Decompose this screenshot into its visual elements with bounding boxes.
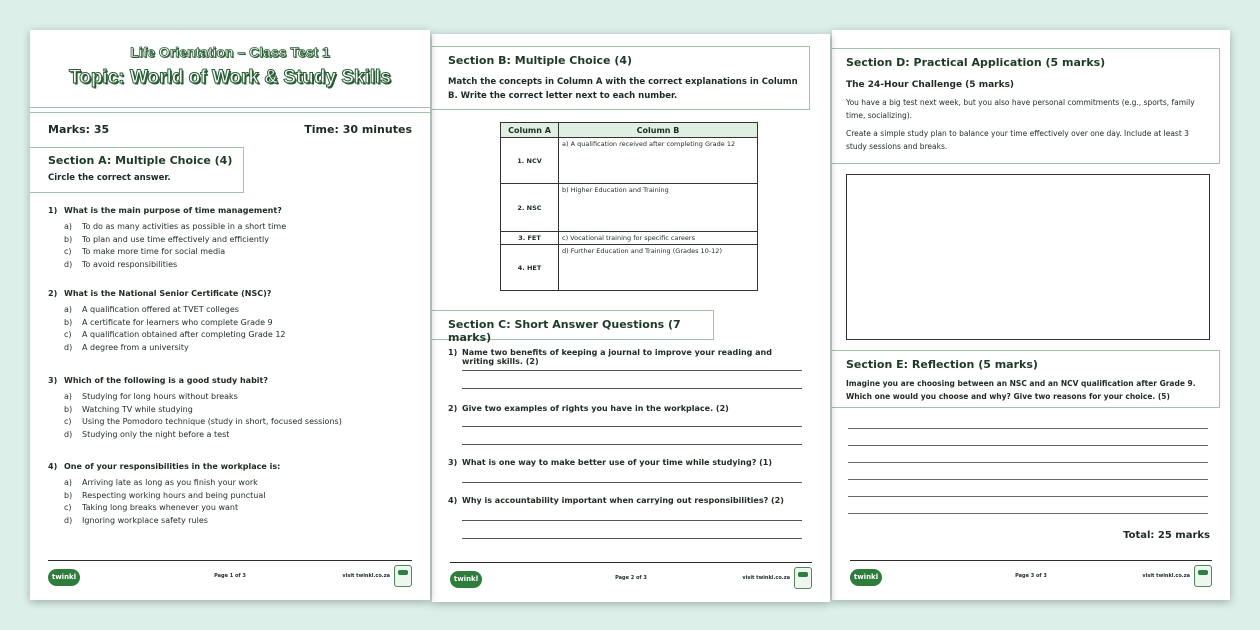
worksheet-page-1 (30, 30, 430, 600)
short-answer-question (448, 458, 804, 467)
worksheet-page-3 (832, 30, 1230, 600)
option-letter: d) (64, 515, 73, 525)
worksheet-page-2 (432, 34, 830, 602)
question-number: 1) (48, 206, 58, 215)
question-text: What is one way to make better use of your time while studying? (1) (462, 458, 773, 467)
question-text: Which of the following is a good study habit? (64, 376, 269, 385)
table-row (501, 138, 758, 184)
footer-rule (850, 560, 1212, 561)
twinkl-logo[interactable]: twinkl (850, 569, 882, 586)
page-number: Page 3 of 3 (1015, 573, 1047, 579)
column-b-cell: b) Higher Education and Training (559, 184, 758, 232)
column-b-cell: d) Further Education and Training (Grades 10-12) (559, 245, 758, 291)
question-block (48, 206, 418, 271)
option-text: To avoid responsibilities (82, 259, 178, 269)
section-c-box (432, 310, 714, 344)
column-header: Column B (559, 123, 758, 138)
matching-table (500, 122, 758, 291)
option-letter: c) (64, 417, 72, 426)
option-text: Studying only the night before a test (82, 429, 230, 439)
quality-badge-icon (1194, 565, 1212, 587)
question-number: 2) (448, 404, 458, 413)
section-a-box (30, 147, 244, 193)
option-text: Watching TV while studying (82, 404, 193, 414)
answer-option[interactable] (64, 234, 418, 247)
option-letter: a) (64, 305, 73, 314)
question-block (48, 376, 418, 441)
section-d-heading: Section D: Practical Application (5 marks) (846, 56, 1106, 69)
answer-option[interactable] (64, 342, 418, 355)
question-text: Give two examples of rights you have in the workplace. (2) (462, 404, 729, 413)
option-letter: b) (64, 490, 73, 500)
short-answer-question (448, 348, 804, 366)
answer-option[interactable] (64, 490, 418, 503)
option-text: To do as many activities as possible in a short time (82, 222, 287, 231)
table-row (501, 184, 758, 232)
twinkl-logo[interactable]: twinkl (48, 569, 80, 586)
answer-line[interactable] (462, 520, 802, 521)
answer-option[interactable] (64, 502, 418, 515)
answer-line[interactable] (848, 462, 1208, 463)
site-link[interactable]: visit twinkl.co.za (1142, 573, 1190, 579)
option-text: A degree from a university (82, 342, 189, 352)
option-letter: c) (64, 503, 72, 512)
short-answer-question (448, 496, 804, 505)
question-text: One of your responsibilities in the workplace is: (64, 462, 281, 471)
answer-option[interactable] (64, 304, 418, 317)
option-text: Taking long breaks whenever you want (82, 503, 239, 512)
option-letter: a) (64, 392, 73, 401)
option-letter: c) (64, 330, 72, 339)
answer-option[interactable] (64, 477, 418, 490)
column-header: Column A (501, 123, 559, 138)
table-row (501, 245, 758, 291)
quality-badge-icon (394, 565, 412, 587)
section-e-heading: Section E: Reflection (5 marks) (846, 358, 1038, 371)
page-footer (30, 560, 430, 600)
column-a-cell[interactable]: 2. NSC (501, 184, 559, 232)
answer-option[interactable] (64, 429, 418, 442)
page-number: Page 2 of 3 (615, 575, 647, 581)
total-marks: Total: 25 marks (1123, 530, 1210, 541)
answer-option[interactable] (64, 515, 418, 528)
question-number: 2) (48, 289, 58, 298)
answer-line[interactable] (848, 428, 1208, 429)
marks-label: Marks: 35 (48, 123, 110, 136)
page-number: Page 1 of 3 (214, 573, 246, 579)
option-letter: d) (64, 342, 73, 352)
section-d-text: Create a simple study plan to balance your time effectively over one day. Include at least 3 study sessions and breaks. (846, 129, 1189, 151)
column-b-cell: a) A qualification received after completing Grade 12 (559, 138, 758, 184)
section-a-heading: Section A: Multiple Choice (4) (48, 154, 233, 167)
section-c-heading: Section C: Short Answer Questions (7 marks) (448, 318, 681, 344)
question-number: 1) (448, 348, 458, 357)
question-text: What is the main purpose of time management? (64, 206, 282, 215)
question-text: Why is accountability important when carrying out responsibilities? (2) (462, 496, 784, 505)
section-a-instruction: Circle the correct answer. (48, 173, 171, 183)
column-b-cell: c) Vocational training for specific careers (559, 232, 758, 245)
section-e-instruction: Imagine you are choosing between an NSC and an NCV qualification after Grade 9. Which one would you choose and why? Give two reasons for your choice. (5) (846, 379, 1196, 401)
answer-line[interactable] (848, 496, 1208, 497)
worksheet-title: Topic: World of Work & Study Skills (69, 67, 391, 88)
option-letter: d) (64, 429, 73, 439)
option-text: A qualification offered at TVET colleges (82, 305, 239, 314)
answer-option[interactable] (64, 221, 418, 234)
column-a-cell[interactable]: 1. NCV (501, 138, 559, 184)
answer-line[interactable] (848, 479, 1208, 480)
option-letter: b) (64, 317, 73, 327)
footer-rule (450, 562, 812, 563)
time-label: Time: 30 minutes (304, 123, 412, 136)
section-d-text: You have a big test next week, but you also have personal commitments (e.g., sports, family time, socializing). (846, 98, 1195, 120)
option-text: Using the Pomodoro technique (study in short, focused sessions) (82, 417, 342, 426)
option-text: A qualification obtained after completing Grade 12 (82, 330, 286, 339)
question-text: What is the National Senior Certificate (NSC)? (64, 289, 272, 298)
answer-option[interactable] (64, 404, 418, 417)
option-letter: b) (64, 404, 73, 414)
option-text: To make more time for social media (82, 247, 226, 256)
question-block (48, 462, 418, 527)
title-banner (30, 30, 430, 108)
question-number: 3) (448, 458, 458, 467)
question-block (48, 289, 418, 354)
page-footer (432, 562, 830, 602)
answer-option[interactable] (64, 416, 418, 429)
option-letter: d) (64, 259, 73, 269)
answer-line[interactable] (462, 482, 802, 483)
section-e-box (832, 350, 1220, 408)
answer-line[interactable] (462, 444, 802, 445)
column-a-cell[interactable]: 4. HET (501, 245, 559, 291)
question-number: 4) (448, 496, 458, 505)
answer-line[interactable] (848, 445, 1208, 446)
answer-line[interactable] (462, 388, 802, 389)
answer-option[interactable] (64, 317, 418, 330)
answer-option[interactable] (64, 246, 418, 259)
section-b-instruction: Match the concepts in Column A with the correct explanations in Column B. Write the correct letter next to each number. (448, 77, 798, 101)
table-row (501, 232, 758, 245)
answer-line[interactable] (848, 513, 1208, 514)
option-text: Ignoring workplace safety rules (82, 515, 208, 525)
section-d-subheading: The 24-Hour Challenge (5 marks) (846, 80, 1015, 90)
option-letter: c) (64, 247, 72, 256)
option-text: To plan and use time effectively and efficiently (82, 234, 269, 244)
option-text: Studying for long hours without breaks (82, 392, 238, 401)
answer-option[interactable] (64, 391, 418, 404)
answer-line[interactable] (462, 538, 802, 539)
study-plan-box[interactable] (846, 174, 1210, 340)
worksheet-subtitle: Life Orientation – Class Test 1 (130, 44, 330, 60)
footer-rule (48, 560, 412, 561)
question-text: Name two benefits of keeping a journal to improve your reading and writing skills. (2) (462, 348, 772, 366)
twinkl-logo[interactable]: twinkl (450, 571, 482, 588)
answer-option[interactable] (64, 259, 418, 272)
section-b-heading: Section B: Multiple Choice (4) (448, 54, 633, 67)
option-text: Respecting working hours and being punctual (82, 490, 266, 500)
option-text: A certificate for learners who complete Grade 9 (82, 317, 273, 327)
quality-badge-icon (794, 567, 812, 589)
site-link[interactable]: visit twinkl.co.za (342, 573, 390, 579)
option-letter: a) (64, 222, 73, 231)
question-number: 3) (48, 376, 58, 385)
option-letter: a) (64, 478, 73, 487)
site-link[interactable]: visit twinkl.co.za (742, 575, 790, 581)
section-b-box (432, 46, 810, 110)
page-footer (832, 560, 1230, 600)
question-number: 4) (48, 462, 58, 471)
option-letter: b) (64, 234, 73, 244)
answer-option[interactable] (64, 329, 418, 342)
short-answer-question (448, 404, 804, 413)
answer-line[interactable] (462, 426, 802, 427)
title-divider (30, 112, 430, 113)
section-d-box (832, 48, 1220, 164)
answer-line[interactable] (462, 370, 802, 371)
option-text: Arriving late as long as you finish your work (82, 478, 258, 487)
column-a-cell[interactable]: 3. FET (501, 232, 559, 245)
